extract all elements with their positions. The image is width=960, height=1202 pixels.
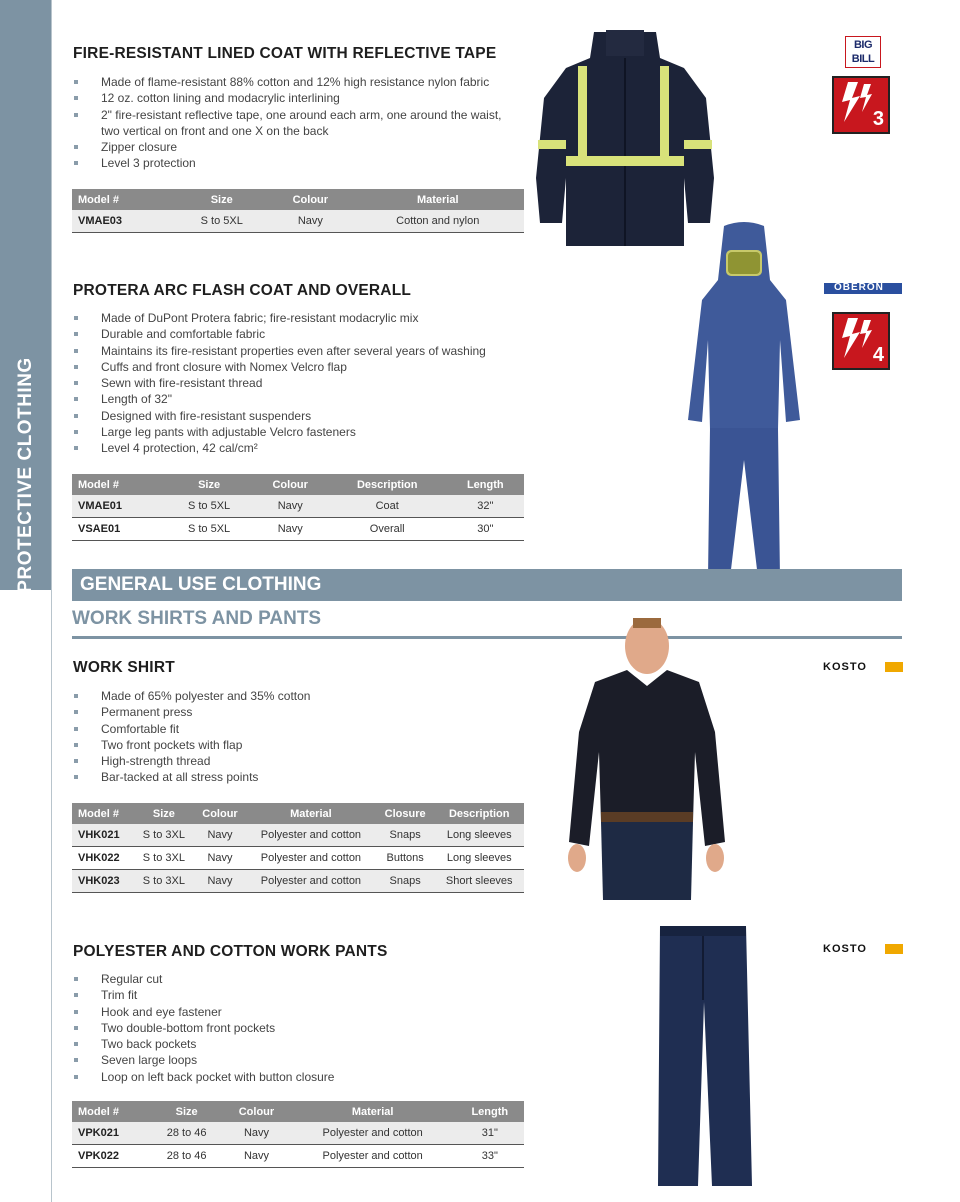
feature-item: Made of DuPont Protera fabric; fire-resistant modacrylic mix bbox=[72, 310, 517, 326]
column-header: Colour bbox=[253, 474, 328, 495]
column-header: Material bbox=[290, 1101, 456, 1122]
table-cell: Navy bbox=[269, 210, 351, 233]
column-header: Size bbox=[174, 189, 269, 210]
big-bill-logo-text: BIG BILL bbox=[851, 39, 875, 65]
feature-item: Two back pockets bbox=[72, 1036, 517, 1052]
feature-item: Seven large loops bbox=[72, 1052, 517, 1068]
column-header: Model # bbox=[72, 189, 174, 210]
table-cell: Navy bbox=[223, 1122, 290, 1145]
table-cell: VHK023 bbox=[72, 870, 134, 893]
table-cell: Navy bbox=[253, 495, 328, 518]
feature-item: Durable and comfortable fabric bbox=[72, 326, 517, 342]
table-cell: Snaps bbox=[376, 824, 435, 847]
sidebar bbox=[0, 0, 52, 1202]
column-header: Size bbox=[166, 474, 253, 495]
sidebar-label-box bbox=[0, 357, 51, 593]
feature-item: Maintains its fire-resistant properties even after several years of washing bbox=[72, 343, 517, 359]
table-cell: VMAE01 bbox=[72, 495, 166, 518]
column-header: Colour bbox=[223, 1101, 290, 1122]
table-header-row bbox=[72, 189, 524, 210]
table-cell: VHK022 bbox=[72, 847, 134, 870]
table-cell: Polyester and cotton bbox=[290, 1122, 456, 1145]
table-row bbox=[72, 1145, 524, 1168]
feature-item: Large leg pants with adjustable Velcro fasteners bbox=[72, 424, 517, 440]
table-header-row bbox=[72, 474, 524, 495]
feature-item: Two front pockets with flap bbox=[72, 737, 517, 753]
feature-item: Comfortable fit bbox=[72, 721, 517, 737]
table-row bbox=[72, 870, 524, 893]
feature-item: High-strength thread bbox=[72, 753, 517, 769]
product-title: PROTERA ARC FLASH COAT AND OVERALL bbox=[73, 282, 412, 299]
column-header: Material bbox=[246, 803, 376, 824]
table-cell: Long sleeves bbox=[434, 847, 524, 870]
feature-item: Bar-tacked at all stress points bbox=[72, 769, 517, 785]
table-cell: Cotton and nylon bbox=[351, 210, 524, 233]
column-header: Colour bbox=[194, 803, 246, 824]
lined-coat-image bbox=[534, 28, 716, 250]
badge-level: 4 bbox=[872, 344, 884, 366]
feature-item: Designed with fire-resistant suspenders bbox=[72, 408, 517, 424]
table-cell: S to 5XL bbox=[174, 210, 269, 233]
table-cell: S to 3XL bbox=[134, 870, 194, 893]
spec-table bbox=[72, 189, 524, 233]
table-cell: 33" bbox=[456, 1145, 524, 1168]
spec-table bbox=[72, 474, 524, 541]
feature-item: Trim fit bbox=[72, 987, 517, 1003]
section-subheading bbox=[72, 607, 902, 639]
table-cell: Navy bbox=[194, 824, 246, 847]
table-row bbox=[72, 847, 524, 870]
column-header: Size bbox=[150, 1101, 223, 1122]
feature-item: Sewn with fire-resistant thread bbox=[72, 375, 517, 391]
table-cell: Navy bbox=[194, 847, 246, 870]
table-row bbox=[72, 824, 524, 847]
work-pants-image bbox=[650, 922, 756, 1188]
table-row bbox=[72, 518, 524, 541]
feature-item: Made of flame-resistant 88% cotton and 12% high resistance nylon fabric bbox=[72, 74, 517, 90]
product-title: WORK SHIRT bbox=[73, 659, 175, 676]
kosto-logo-text: KOSTO bbox=[823, 943, 867, 955]
table-cell: VMAE03 bbox=[72, 210, 174, 233]
oberon-logo bbox=[824, 283, 902, 294]
table-row bbox=[72, 495, 524, 518]
kosto-logo-mark bbox=[885, 944, 903, 954]
table-cell: Navy bbox=[194, 870, 246, 893]
table-cell: S to 3XL bbox=[134, 824, 194, 847]
column-header: Material bbox=[351, 189, 524, 210]
section-title: GENERAL USE CLOTHING bbox=[80, 574, 322, 595]
feature-item: 12 oz. cotton lining and modacrylic interlining bbox=[72, 90, 517, 106]
table-cell: Navy bbox=[253, 518, 328, 541]
table-cell: Long sleeves bbox=[434, 824, 524, 847]
spec-table bbox=[72, 803, 524, 893]
feature-item: 2" fire-resistant reflective tape, one around each arm, one around the waist, two vertical on front and one X on the back bbox=[72, 107, 517, 140]
feature-item: Level 3 protection bbox=[72, 155, 517, 171]
kosto-logo bbox=[823, 661, 903, 673]
feature-item: Cuffs and front closure with Nomex Velcro flap bbox=[72, 359, 517, 375]
table-cell: Short sleeves bbox=[434, 870, 524, 893]
feature-list bbox=[72, 688, 517, 786]
column-header: Closure bbox=[376, 803, 435, 824]
feature-item: Made of 65% polyester and 35% cotton bbox=[72, 688, 517, 704]
feature-item: Loop on left back pocket with button closure bbox=[72, 1069, 517, 1085]
badge-level: 3 bbox=[872, 108, 884, 130]
section-subtitle: WORK SHIRTS AND PANTS bbox=[72, 608, 322, 629]
arc-flash-badge bbox=[832, 312, 890, 370]
feature-item: Hook and eye fastener bbox=[72, 1004, 517, 1020]
table-cell: Overall bbox=[328, 518, 447, 541]
section-band bbox=[72, 569, 902, 601]
work-shirt-image bbox=[565, 612, 729, 900]
column-header: Length bbox=[447, 474, 524, 495]
feature-list bbox=[72, 74, 517, 172]
table-cell: VSAE01 bbox=[72, 518, 166, 541]
table-cell: Polyester and cotton bbox=[290, 1145, 456, 1168]
table-cell: Buttons bbox=[376, 847, 435, 870]
table-header-row bbox=[72, 803, 524, 824]
feature-item: Regular cut bbox=[72, 971, 517, 987]
table-cell: 31" bbox=[456, 1122, 524, 1145]
table-cell: S to 5XL bbox=[166, 495, 253, 518]
table-row bbox=[72, 210, 524, 233]
column-header: Length bbox=[456, 1101, 524, 1122]
feature-item: Zipper closure bbox=[72, 139, 517, 155]
table-cell: Snaps bbox=[376, 870, 435, 893]
kosto-logo-mark bbox=[885, 662, 903, 672]
table-cell: 28 to 46 bbox=[150, 1145, 223, 1168]
column-header: Size bbox=[134, 803, 194, 824]
table-cell: S to 5XL bbox=[166, 518, 253, 541]
table-cell: VHK021 bbox=[72, 824, 134, 847]
spec-table bbox=[72, 1101, 524, 1168]
table-cell: Polyester and cotton bbox=[246, 847, 376, 870]
column-header: Description bbox=[434, 803, 524, 824]
feature-list bbox=[72, 310, 517, 457]
table-cell: VPK022 bbox=[72, 1145, 150, 1168]
column-header: Model # bbox=[72, 1101, 150, 1122]
oberon-logo-text: OBERON bbox=[834, 282, 884, 293]
table-cell: Coat bbox=[328, 495, 447, 518]
table-header-row bbox=[72, 1101, 524, 1122]
column-header: Colour bbox=[269, 189, 351, 210]
feature-list bbox=[72, 971, 517, 1085]
feature-item: Permanent press bbox=[72, 704, 517, 720]
table-cell: VPK021 bbox=[72, 1122, 150, 1145]
kosto-logo bbox=[823, 943, 903, 955]
table-cell: Polyester and cotton bbox=[246, 824, 376, 847]
column-header: Model # bbox=[72, 803, 134, 824]
table-cell: S to 3XL bbox=[134, 847, 194, 870]
column-header: Description bbox=[328, 474, 447, 495]
table-cell: 28 to 46 bbox=[150, 1122, 223, 1145]
feature-item: Two double-bottom front pockets bbox=[72, 1020, 517, 1036]
column-header: Model # bbox=[72, 474, 166, 495]
arc-flash-badge bbox=[832, 76, 890, 134]
kosto-logo-text: KOSTO bbox=[823, 661, 867, 673]
feature-item: Length of 32" bbox=[72, 391, 517, 407]
table-row bbox=[72, 1122, 524, 1145]
arc-flash-suit-image bbox=[682, 220, 806, 582]
sidebar-label: PROTECTIVE CLOTHING bbox=[14, 357, 36, 593]
feature-item: Level 4 protection, 42 cal/cm² bbox=[72, 440, 517, 456]
product-title: FIRE-RESISTANT LINED COAT WITH REFLECTIVE TAPE bbox=[73, 45, 497, 62]
table-cell: Polyester and cotton bbox=[246, 870, 376, 893]
table-cell: 32" bbox=[447, 495, 524, 518]
table-cell: Navy bbox=[223, 1145, 290, 1168]
table-cell: 30" bbox=[447, 518, 524, 541]
big-bill-logo bbox=[845, 36, 881, 68]
product-title: POLYESTER AND COTTON WORK PANTS bbox=[73, 943, 388, 960]
